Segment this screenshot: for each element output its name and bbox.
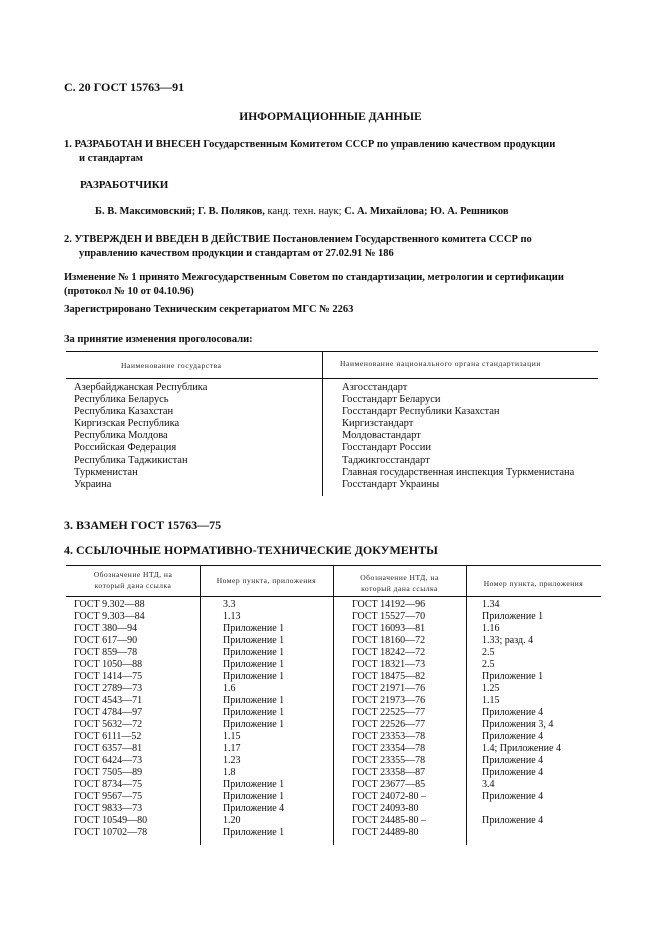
table-cell: 1.16 [482,623,500,634]
registration-note: Зарегистрировано Техническим секретариатом МГС № 2263 [64,304,354,315]
table-cell: Приложение 1 [482,611,544,622]
table-cell: ГОСТ 1414—75 [74,671,143,682]
table-cell: ГОСТ 21973—76 [352,695,426,706]
table-cell: Приложение 1 [223,695,285,706]
table-cell: ГОСТ 23358—87 [352,767,426,778]
table-cell: 1.13 [223,611,241,622]
table-cell: ГОСТ 7505—89 [74,767,143,778]
item-2 [64,233,604,261]
table-cell: Приложение 1 [223,635,285,646]
table-cell: ГОСТ 4784—97 [74,707,143,718]
table-cell: 1.34 [482,599,500,610]
developers-heading: РАЗРАБОТЧИКИ [80,179,169,191]
table-cell: ГОСТ 23354—78 [352,743,426,754]
column-header-body: Наименование национального органа стандартизации [340,359,541,368]
table-cell: ГОСТ 14192—96 [352,599,426,610]
references-table [66,565,601,845]
right-ntd-column [352,599,426,839]
column-header-item: Номер пункта, приложения [216,576,317,585]
table-row-body: Госстандарт Украины [342,478,440,490]
table-row-state: Российская Федерация [74,442,177,454]
table-cell: Приложение 1 [482,671,544,682]
states-column [74,382,207,491]
page-header: С. 20 ГОСТ 15763—91 [64,80,185,94]
voting-table [66,351,598,496]
table-row-body: Молдовастандарт [342,430,421,442]
table-row-state: Украина [74,478,112,490]
table-column-divider [466,565,467,845]
table-row-state: Республика Молдова [74,430,168,442]
table-cell: ГОСТ 6357—81 [74,743,143,754]
section-title: ИНФОРМАЦИОННЫЕ ДАННЫЕ [239,111,422,123]
table-cell: ГОСТ 10549—80 [74,815,148,826]
table-cell: Приложение 4 [482,791,544,802]
table-cell: Приложение 4 [223,803,285,814]
item-2-line-2: управлению качеством продукции и стандартам от 27.02.91 № 186 [79,248,394,259]
table-cell: 1.23 [223,755,241,766]
table-cell: Приложение 1 [223,647,285,658]
table-cell: ГОСТ 23355—78 [352,755,426,766]
table-column-divider [200,565,201,845]
table-cell: ГОСТ 10702—78 [74,827,148,838]
table-cell: ГОСТ 24093-80 [352,803,419,814]
table-row-state: Республика Казахстан [74,406,174,418]
table-column-divider [322,351,323,496]
table-cell [482,827,561,839]
column-header-state: Наименование государства [121,361,222,370]
table-cell: ГОСТ 22526—77 [352,719,426,730]
table-cell: ГОСТ 23353—78 [352,731,426,742]
column-header-ntd: Обозначение НТД, на который дана ссылка [93,570,173,590]
table-cell: 1.15 [482,695,500,706]
table-row-body: Киргизстандарт [342,418,414,430]
table-row-state: Республика Таджикистан [74,454,188,466]
table-row-body: Госстандарт Беларуси [342,394,441,406]
table-cell: ГОСТ 8734—75 [74,779,143,790]
table-cell: ГОСТ 6424—73 [74,755,143,766]
table-cell: ГОСТ 23677—85 [352,779,426,790]
table-cell [482,803,561,815]
table-top-rule [66,351,598,352]
table-cell: Приложение 4 [482,755,544,766]
table-cell: Приложение 1 [223,707,285,718]
table-cell: ГОСТ 24072-80 – [352,791,426,802]
table-cell: ГОСТ 24485-80 – [352,815,426,826]
table-row-body: Азгосстандарт [342,382,408,393]
table-cell: ГОСТ 4543—71 [74,695,143,706]
table-cell: 1.15 [223,731,241,742]
table-cell: ГОСТ 5632—72 [74,719,143,730]
table-row-state: Азербайджанская Республика [74,382,208,393]
table-cell: ГОСТ 9.303—84 [74,611,145,622]
table-cell: ГОСТ 21971—76 [352,683,426,694]
table-cell: 1.20 [223,815,241,826]
header-rule [66,378,598,379]
table-cell: Приложение 1 [223,623,285,634]
left-ntd-column [74,599,147,839]
table-row-state: Туркменистан [74,466,138,478]
section-3: 3. ВЗАМЕН ГОСТ 15763—75 [64,518,222,532]
item-1-line-2: и стандартам [79,153,143,164]
header-rule [66,596,601,597]
item-1-line-1: 1. РАЗРАБОТАН И ВНЕСЕН Государственным Комитетом СССР по управлению качеством продукции [64,139,556,150]
table-cell: ГОСТ 24489-80 [352,827,419,838]
table-cell: ГОСТ 18160—72 [352,635,426,646]
left-item-column [223,599,284,839]
amendment-note: Изменение № 1 принято Межгосударственным Советом по стандартизации, метрологии и сертификации (протокол № 10 от 04.10.96) [64,272,564,297]
table-row-body: Госстандарт России [342,442,431,454]
table-cell: Приложение 1 [223,719,285,730]
section-4: 4. ССЫЛОЧНЫЕ НОРМАТИВНО-ТЕХНИЧЕСКИЕ ДОКУМЕНТЫ [64,543,438,557]
table-cell: ГОСТ 18242—72 [352,647,426,658]
table-cell: ГОСТ 15527—70 [352,611,426,622]
table-cell: Приложения 3, 4 [482,719,554,730]
table-cell: Приложение 4 [482,731,544,742]
table-cell: 3.4 [482,779,495,790]
table-cell: 2.5 [482,659,495,670]
voted-label: За принятие изменения проголосовали: [64,334,253,345]
table-cell: 1.8 [223,767,236,778]
table-row-body: Таджикгосстандарт [342,454,430,466]
table-cell: Приложение 4 [482,707,544,718]
right-item-column [482,599,561,839]
table-cell: Приложение 1 [223,779,285,790]
table-cell: 2.5 [482,647,495,658]
table-cell: ГОСТ 9567—75 [74,791,143,802]
table-cell: ГОСТ 1050—88 [74,659,143,670]
table-cell: 1.33; разд. 4 [482,635,534,646]
table-cell: Приложение 1 [223,791,285,802]
developers-list: Б. В. Максимовский; Г. В. Поляков, канд. техн. наук; С. А. Михайлова; Ю. А. Решников [95,206,509,217]
table-row-state: Киргизская Республика [74,418,180,430]
table-cell: ГОСТ 18321—73 [352,659,426,670]
table-row-body: Главная государственная инспекция Туркменистана [342,466,575,478]
table-cell: ГОСТ 6111—52 [74,731,142,742]
item-1 [64,138,604,166]
table-cell: ГОСТ 18475—82 [352,671,426,682]
table-cell: 1.4; Приложение 4 [482,743,561,754]
table-cell: ГОСТ 22525—77 [352,707,426,718]
table-cell: 1.17 [223,743,241,754]
column-header-item-2: Номер пункта, приложения [483,579,584,588]
table-cell: Приложение 4 [482,815,544,826]
table-cell: ГОСТ 16093—81 [352,623,426,634]
table-cell: ГОСТ 9.302—88 [74,599,145,610]
table-cell: ГОСТ 9833—73 [74,803,143,814]
table-column-divider [333,565,334,845]
column-header-ntd-2: Обозначение НТД, на который дана ссылка [360,573,439,593]
table-cell: ГОСТ 859—78 [74,647,138,658]
bodies-column [342,382,574,491]
table-row-state: Республика Беларусь [74,394,169,406]
table-row-body: Госстандарт Республики Казахстан [342,406,500,418]
table-cell: Приложение 4 [482,767,544,778]
item-2-line-1: 2. УТВЕРЖДЕН И ВВЕДЕН В ДЕЙСТВИЕ Постановлением Государственного комитета СССР по [64,234,532,245]
table-cell: 3.3 [223,599,236,610]
table-cell: Приложение 1 [223,659,285,670]
table-cell: ГОСТ 380—94 [74,623,138,634]
table-cell: 1.25 [482,683,500,694]
table-cell: Приложение 1 [223,827,285,838]
table-cell: Приложение 1 [223,671,285,682]
table-cell: 1.6 [223,683,236,694]
table-cell: ГОСТ 2789—73 [74,683,143,694]
table-cell: ГОСТ 617—90 [74,635,138,646]
